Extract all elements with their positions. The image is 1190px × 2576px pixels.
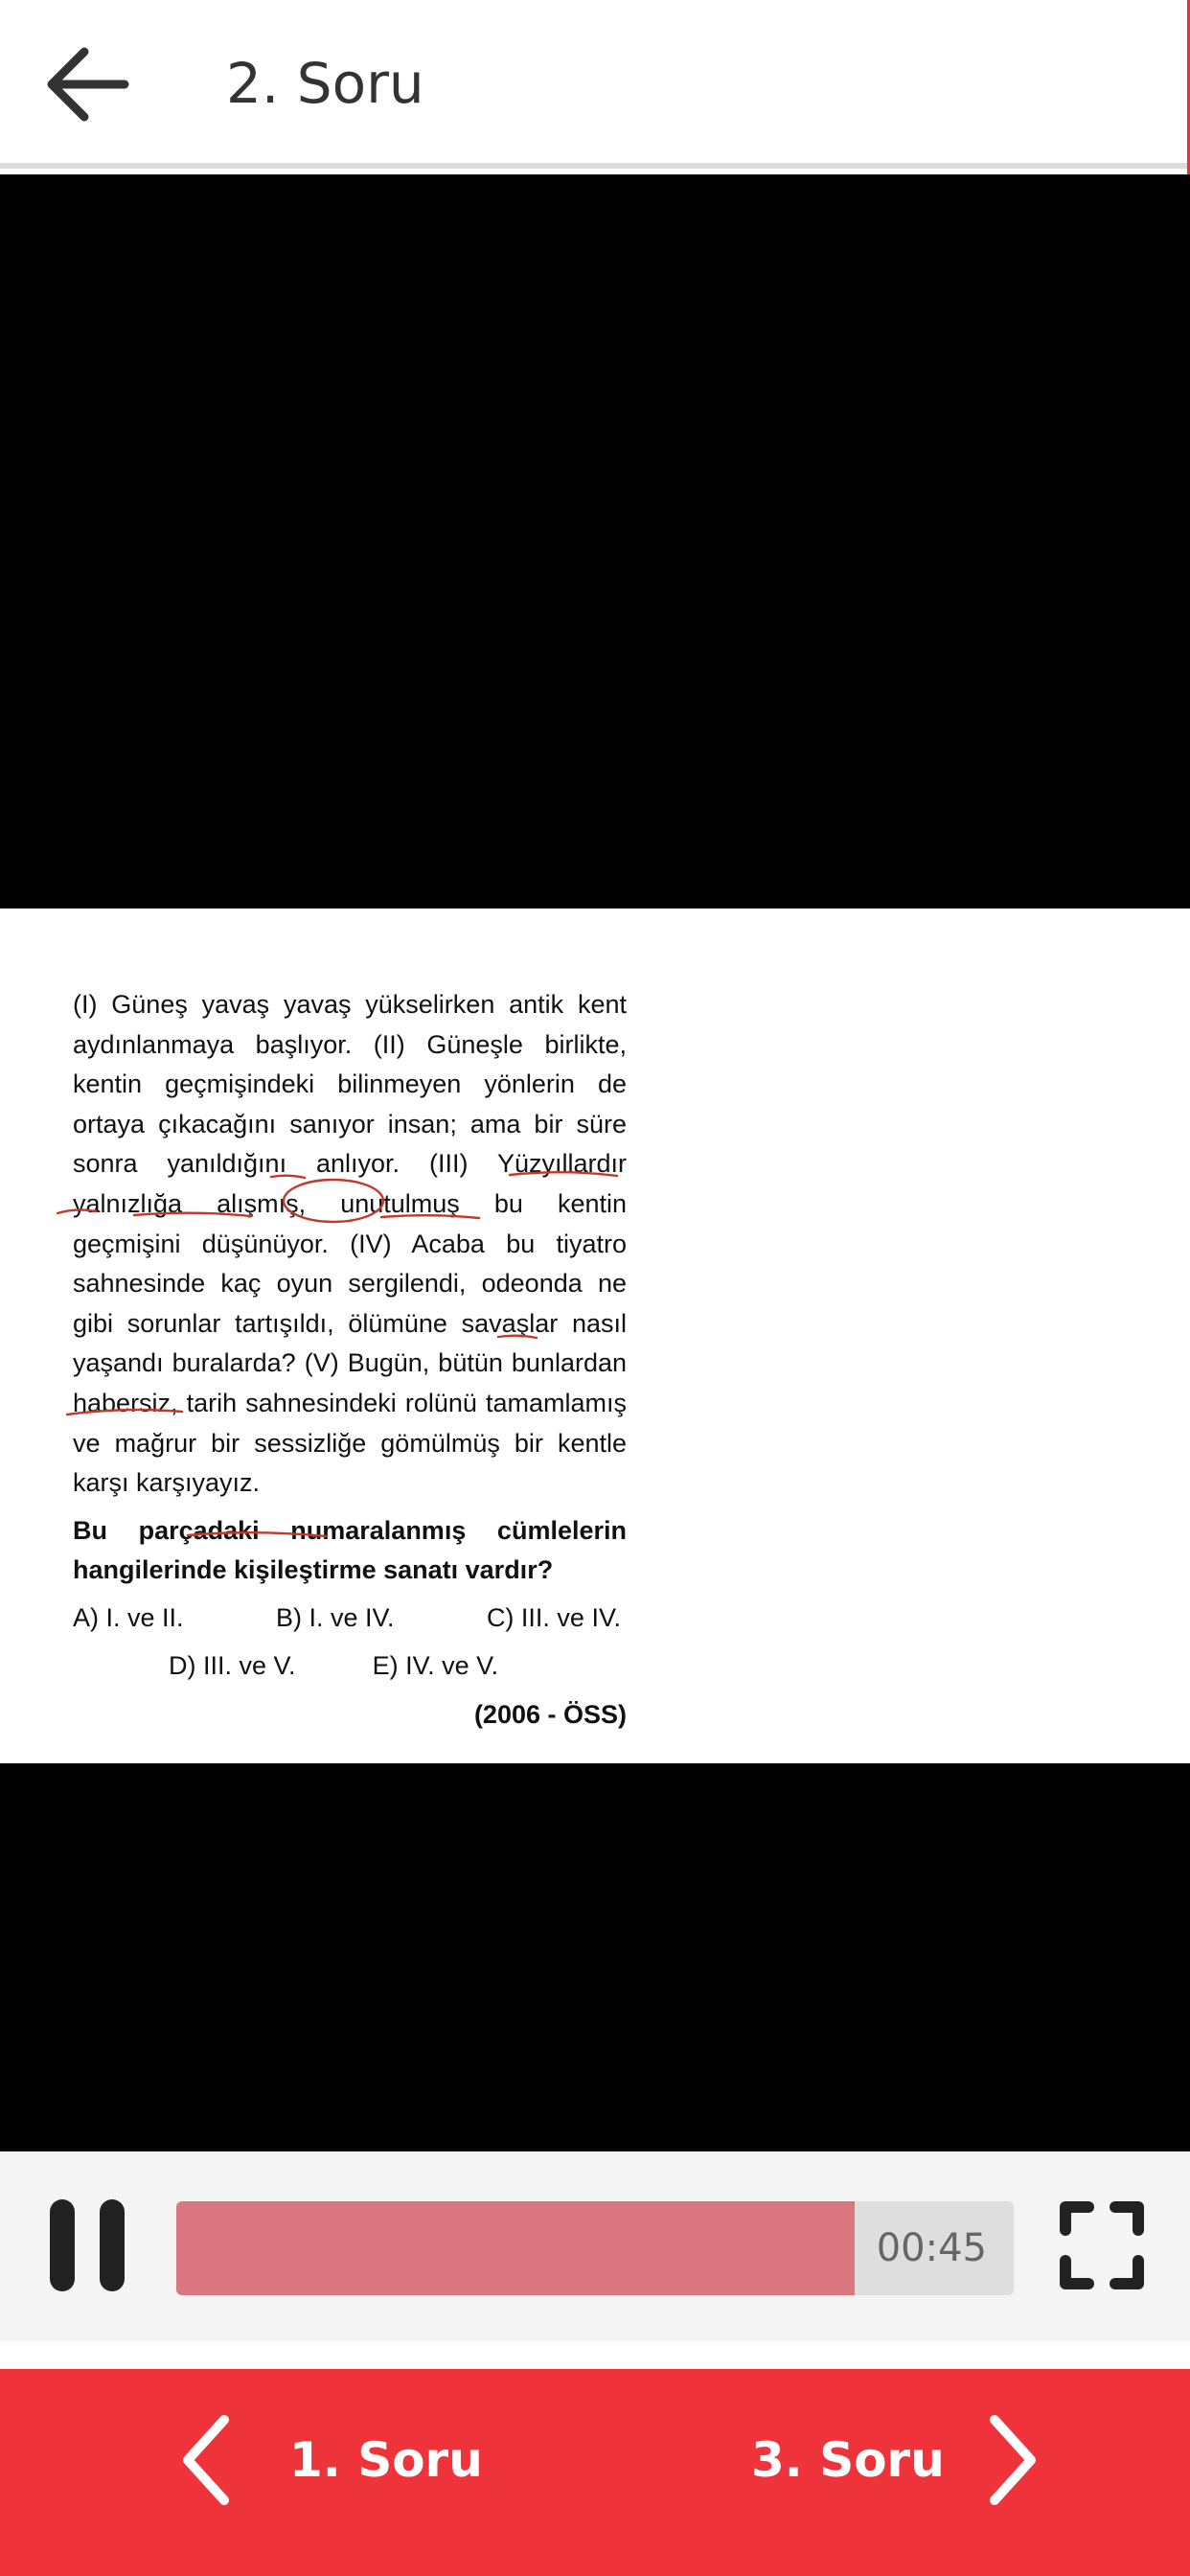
header <box>0 0 1190 169</box>
fullscreen-icon <box>1058 2199 1146 2291</box>
back-button[interactable] <box>38 36 134 132</box>
option-d: D) III. ve V. <box>169 1650 296 1680</box>
video-frame <box>0 908 1190 1763</box>
option-a: A) I. ve II. <box>73 1602 184 1632</box>
page-title: 2. Soru <box>226 51 424 116</box>
time-label: 00:45 <box>876 2226 987 2270</box>
chevron-left-icon <box>178 2412 236 2508</box>
options-row <box>73 1646 627 1687</box>
pause-icon <box>50 2199 75 2291</box>
question-paragraph: (I) Güneş yavaş yavaş yükselirken antik kent aydınlanmaya başlıyor. (II) Güneşle birlikte, kentin geçmişindeki bilinmeyen yönlerin de ortaya çıkacağını sanıyor insan; ama bir süre sonra yanıldığını anlıyor. (III) Yüzyıllardır yalnızlığa alışmış, unutulmuş bu kentin geçmişini düşünüyor. (IV) Acaba bu tiyatro sahnesinde kaç oyun sergilendi, odeonda ne gibi sorunlar tartışıldı, ölümüne savaşlar nasıl yaşandı buralarda? (V) Bugün, bütün bunlardan habersiz, tarih sahnesindeki rolünü tamamlamış ve mağrur bir sessizliğe gömülmüş bir kentle karşı karşıyayız. <box>73 990 627 1498</box>
option-e: E) IV. ve V. <box>372 1650 499 1680</box>
pause-button[interactable] <box>50 2199 126 2295</box>
bottom-nav <box>0 2369 1190 2576</box>
option-c: C) III. ve IV. <box>486 1602 621 1632</box>
next-question-button[interactable] <box>751 2369 1041 2551</box>
chevron-right-icon <box>983 2412 1041 2508</box>
prev-question-label: 1. Soru <box>289 2432 483 2488</box>
pause-icon <box>100 2199 125 2291</box>
question-prompt: Bu parçadaki numaralanmış cümlelerin hangilerinde kişileştirme sanatı vardır? <box>73 1515 627 1585</box>
arrow-left-icon <box>42 40 130 128</box>
progress-fill <box>176 2201 855 2295</box>
prev-question-button[interactable] <box>178 2369 483 2551</box>
question-text <box>73 985 627 1736</box>
question-source: (2006 - ÖSS) <box>473 1700 627 1730</box>
option-b: B) I. ve IV. <box>275 1602 395 1632</box>
player-controls <box>0 2151 1190 2341</box>
progress-bar[interactable] <box>176 2201 1014 2295</box>
options-row <box>73 1598 627 1639</box>
video-player[interactable] <box>0 174 1190 2151</box>
next-question-label: 3. Soru <box>751 2432 945 2488</box>
fullscreen-button[interactable] <box>1058 2199 1146 2291</box>
